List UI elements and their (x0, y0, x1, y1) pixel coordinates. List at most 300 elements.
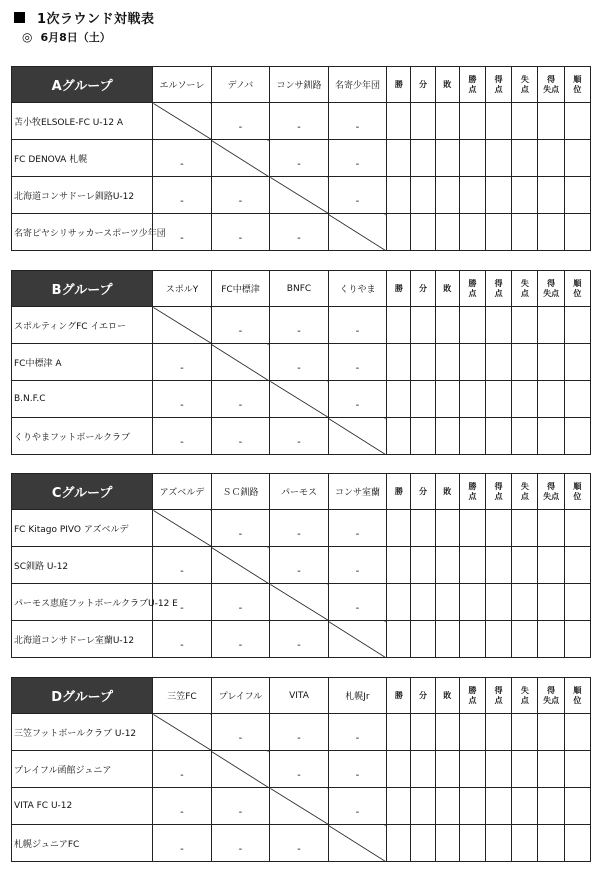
stat-cell (387, 751, 411, 788)
title-row (12, 8, 592, 26)
self-match-cell (153, 307, 212, 344)
date-row (22, 29, 592, 45)
opponent-column-header: 名寄少年団 (328, 67, 387, 103)
result-cell (211, 177, 270, 214)
stat-header-line: 位 (573, 695, 582, 705)
team-row (12, 584, 591, 621)
score-placeholder: - (238, 233, 243, 244)
stat-header-line: 勝 (394, 79, 403, 89)
result-cell (328, 381, 387, 418)
stat-header-line: 勝 (394, 690, 403, 700)
group-name: Cグループ (12, 474, 153, 510)
opponent-column-header: 札幌Jr (328, 678, 387, 714)
stat-column-header (459, 474, 485, 510)
stat-cell (486, 307, 512, 344)
stat-header-line: 得 (494, 278, 503, 288)
result-cell (270, 825, 329, 862)
stat-cell (459, 177, 485, 214)
stat-cell (564, 307, 590, 344)
stat-header-line: 順 (573, 481, 582, 491)
opponent-column-header: プレイフル (211, 678, 270, 714)
stat-cell (538, 418, 564, 455)
result-cell (270, 547, 329, 584)
opponent-column-header: くりやま (328, 271, 387, 307)
stat-cell (564, 418, 590, 455)
result-cell (211, 584, 270, 621)
stat-cell (512, 751, 538, 788)
stat-cell (435, 788, 459, 825)
stat-cell (512, 177, 538, 214)
stat-header-line: 位 (573, 288, 582, 298)
result-cell (153, 177, 212, 214)
self-match-cell (270, 788, 329, 825)
stat-header-line: 失点 (543, 84, 560, 94)
result-cell (328, 140, 387, 177)
result-cell (328, 510, 387, 547)
stat-header-line: 勝 (394, 283, 403, 293)
stat-cell (387, 418, 411, 455)
result-cell (211, 103, 270, 140)
result-cell (211, 381, 270, 418)
stat-cell (459, 547, 485, 584)
stat-header-line: 得 (494, 481, 503, 491)
stat-cell (435, 381, 459, 418)
stat-cell (459, 621, 485, 658)
stat-header-line: 敗 (443, 79, 452, 89)
stat-cell (486, 140, 512, 177)
stat-cell (435, 344, 459, 381)
result-cell (153, 140, 212, 177)
score-placeholder: - (355, 400, 360, 411)
stat-cell (435, 214, 459, 251)
stat-header-line: 失点 (543, 288, 560, 298)
result-cell (328, 751, 387, 788)
stat-cell (512, 103, 538, 140)
stat-cell (538, 510, 564, 547)
stat-cell (387, 547, 411, 584)
stat-cell (564, 214, 590, 251)
result-cell (153, 621, 212, 658)
self-match-cell (270, 584, 329, 621)
stat-column-header (564, 678, 590, 714)
stat-header-line: 点 (468, 288, 477, 298)
stat-cell (538, 825, 564, 862)
result-cell (153, 418, 212, 455)
stat-cell (411, 584, 435, 621)
stat-header-line: 得 (547, 278, 556, 288)
result-cell (328, 177, 387, 214)
score-placeholder: - (297, 437, 301, 448)
team-row (12, 381, 591, 418)
team-name: 北海道コンサドーレ釧路U-12 (12, 177, 153, 214)
stat-header-line: 点 (468, 695, 477, 705)
stat-cell (538, 177, 564, 214)
stat-cell (486, 825, 512, 862)
result-cell (211, 825, 270, 862)
stat-cell (564, 621, 590, 658)
score-placeholder: - (238, 122, 243, 133)
stat-cell (435, 825, 459, 862)
stat-column-header (387, 678, 411, 714)
score-placeholder: - (180, 159, 184, 170)
stat-cell (459, 344, 485, 381)
self-match-cell (153, 103, 212, 140)
stat-cell (387, 621, 411, 658)
stat-column-header (538, 474, 564, 510)
group-header-row (12, 67, 591, 103)
score-placeholder: - (297, 122, 301, 133)
stat-cell (538, 547, 564, 584)
stat-cell (564, 103, 590, 140)
stat-column-header (411, 678, 435, 714)
stat-cell (387, 510, 411, 547)
self-match-cell (211, 547, 270, 584)
stat-header-line: 勝 (468, 481, 477, 491)
score-placeholder: - (238, 437, 243, 448)
stat-cell (411, 621, 435, 658)
stat-header-line: 順 (573, 685, 582, 695)
stat-cell (512, 584, 538, 621)
result-cell (153, 788, 212, 825)
stat-cell (538, 214, 564, 251)
score-placeholder: - (238, 807, 243, 818)
stat-cell (411, 825, 435, 862)
score-placeholder: - (297, 363, 301, 374)
self-match-cell (328, 418, 387, 455)
stat-cell (411, 177, 435, 214)
stat-cell (411, 547, 435, 584)
result-cell (153, 381, 212, 418)
stat-cell (486, 103, 512, 140)
score-placeholder: - (180, 400, 184, 411)
stat-header-line: 失 (520, 685, 529, 695)
stat-cell (564, 381, 590, 418)
stat-cell (435, 103, 459, 140)
opponent-column-header: パーモス (270, 474, 329, 510)
result-cell (211, 788, 270, 825)
result-cell (328, 344, 387, 381)
opponent-column-header: ＳＣ釧路 (211, 474, 270, 510)
group-header-row (12, 271, 591, 307)
stat-cell (538, 584, 564, 621)
score-placeholder: - (180, 566, 184, 577)
stat-column-header (512, 271, 538, 307)
stat-cell (435, 584, 459, 621)
stat-column-header (459, 271, 485, 307)
stat-header-line: 点 (494, 288, 503, 298)
score-placeholder: - (355, 566, 360, 577)
score-placeholder: - (297, 733, 301, 744)
stat-cell (459, 825, 485, 862)
stat-cell (459, 510, 485, 547)
score-placeholder: - (238, 844, 243, 855)
stat-header-line: 勝 (394, 486, 403, 496)
stat-cell (435, 177, 459, 214)
self-match-cell (328, 214, 387, 251)
stat-header-line: 点 (468, 84, 477, 94)
stat-cell (459, 140, 485, 177)
stat-cell (411, 714, 435, 751)
result-cell (270, 751, 329, 788)
stat-cell (486, 714, 512, 751)
result-cell (328, 103, 387, 140)
stat-column-header (387, 271, 411, 307)
result-cell (270, 510, 329, 547)
group-name: Aグループ (12, 67, 153, 103)
stat-cell (387, 103, 411, 140)
stat-cell (538, 621, 564, 658)
stat-header-line: 失 (520, 74, 529, 84)
self-match-cell (153, 510, 212, 547)
score-placeholder: - (238, 400, 243, 411)
stat-header-line: 点 (520, 491, 529, 501)
result-cell (328, 714, 387, 751)
stat-cell (486, 344, 512, 381)
team-row (12, 547, 591, 584)
result-cell (270, 307, 329, 344)
stat-header-line: 勝 (468, 685, 477, 695)
score-placeholder: - (297, 566, 301, 577)
stat-cell (459, 751, 485, 788)
stat-cell (512, 714, 538, 751)
score-placeholder: - (180, 844, 184, 855)
stat-column-header (435, 271, 459, 307)
stat-header-line: 分 (419, 283, 428, 293)
stat-cell (486, 621, 512, 658)
stat-column-header (486, 67, 512, 103)
stat-header-line: 失点 (543, 491, 560, 501)
stat-cell (538, 307, 564, 344)
opponent-column-header: デノバ (211, 67, 270, 103)
result-cell (328, 547, 387, 584)
stat-header-line: 失点 (543, 695, 560, 705)
team-row (12, 103, 591, 140)
stat-column-header (459, 67, 485, 103)
stat-cell (411, 307, 435, 344)
stat-column-header (564, 271, 590, 307)
stat-cell (538, 788, 564, 825)
stat-cell (538, 344, 564, 381)
stat-cell (411, 214, 435, 251)
stat-header-line: 得 (547, 481, 556, 491)
opponent-column-header: VITA (270, 678, 329, 714)
team-name: 北海道コンサドーレ室蘭U-12 (12, 621, 153, 658)
stat-header-line: 分 (419, 690, 428, 700)
score-placeholder: - (297, 159, 301, 170)
result-cell (328, 788, 387, 825)
score-placeholder: - (297, 326, 301, 337)
team-row (12, 751, 591, 788)
stat-cell (459, 103, 485, 140)
team-name: SC釧路 U-12 (12, 547, 153, 584)
group-table (11, 66, 591, 251)
stat-cell (512, 214, 538, 251)
stat-cell (512, 510, 538, 547)
score-placeholder: - (355, 122, 360, 133)
stat-cell (387, 825, 411, 862)
stat-cell (387, 381, 411, 418)
group-table (11, 270, 591, 455)
stat-cell (512, 140, 538, 177)
score-placeholder: - (297, 233, 301, 244)
group-table (11, 473, 591, 658)
stat-cell (564, 547, 590, 584)
score-placeholder: - (355, 196, 360, 207)
stat-header-line: 位 (573, 84, 582, 94)
score-placeholder: - (297, 640, 301, 651)
stat-cell (387, 344, 411, 381)
score-placeholder: - (238, 733, 243, 744)
stat-header-line: 勝 (468, 74, 477, 84)
result-cell (153, 547, 212, 584)
result-cell (328, 584, 387, 621)
score-placeholder: - (355, 326, 360, 337)
stat-cell (411, 140, 435, 177)
team-name: くりやまフットボールクラブ (12, 418, 153, 455)
stat-cell (538, 751, 564, 788)
match-date: 6月8日（土） (40, 31, 111, 44)
stat-cell (538, 714, 564, 751)
result-cell (270, 214, 329, 251)
stat-cell (459, 714, 485, 751)
opponent-column-header: 三笠FC (153, 678, 212, 714)
result-cell (270, 714, 329, 751)
result-cell (211, 214, 270, 251)
stat-cell (486, 418, 512, 455)
team-row (12, 140, 591, 177)
stat-header-line: 敗 (443, 690, 452, 700)
stat-cell (411, 418, 435, 455)
stat-column-header (387, 67, 411, 103)
stat-cell (459, 788, 485, 825)
stat-cell (538, 381, 564, 418)
team-name: FC DENOVA 札幌 (12, 140, 153, 177)
team-name: パーモス恵庭フットボールクラブU-12 E (12, 584, 153, 621)
score-placeholder: - (297, 844, 301, 855)
result-cell (153, 584, 212, 621)
result-cell (211, 714, 270, 751)
result-cell (211, 418, 270, 455)
stat-cell (538, 103, 564, 140)
stat-column-header (538, 678, 564, 714)
stat-cell (387, 140, 411, 177)
stat-cell (512, 381, 538, 418)
stat-cell (435, 307, 459, 344)
team-row (12, 510, 591, 547)
stat-header-line: 点 (494, 695, 503, 705)
group-header-row (12, 474, 591, 510)
stat-cell (486, 788, 512, 825)
stat-header-line: 敗 (443, 283, 452, 293)
stat-cell (486, 381, 512, 418)
stat-cell (435, 714, 459, 751)
stat-cell (411, 788, 435, 825)
stat-cell (435, 140, 459, 177)
stat-cell (564, 714, 590, 751)
stat-cell (459, 214, 485, 251)
stat-cell (411, 103, 435, 140)
stat-header-line: 得 (494, 74, 503, 84)
score-placeholder: - (180, 437, 184, 448)
team-name: 三笠フットボールクラブ U-12 (12, 714, 153, 751)
team-row (12, 177, 591, 214)
result-cell (270, 418, 329, 455)
self-match-cell (328, 621, 387, 658)
opponent-column-header: BNFC (270, 271, 329, 307)
stat-cell (486, 584, 512, 621)
self-match-cell (153, 714, 212, 751)
stat-column-header (538, 271, 564, 307)
result-cell (153, 825, 212, 862)
stat-cell (387, 788, 411, 825)
team-name: 名寄ピヤシリサッカースポーツ少年団 (12, 214, 153, 251)
stat-cell (564, 751, 590, 788)
stat-cell (538, 140, 564, 177)
stat-column-header (538, 67, 564, 103)
stat-cell (512, 418, 538, 455)
score-placeholder: - (180, 196, 184, 207)
team-name: FC中標津 A (12, 344, 153, 381)
stat-cell (512, 788, 538, 825)
team-name: スポルティングFC イエロー (12, 307, 153, 344)
score-placeholder: - (355, 807, 360, 818)
self-match-cell (270, 381, 329, 418)
group-name: Dグループ (12, 678, 153, 714)
stat-cell (411, 344, 435, 381)
stat-cell (459, 418, 485, 455)
stat-cell (459, 307, 485, 344)
result-cell (153, 751, 212, 788)
score-placeholder: - (355, 770, 360, 781)
stat-column-header (411, 474, 435, 510)
stat-header-line: 失 (520, 278, 529, 288)
score-placeholder: - (180, 603, 184, 614)
team-row (12, 307, 591, 344)
score-placeholder: - (297, 529, 301, 540)
stat-cell (564, 140, 590, 177)
result-cell (328, 307, 387, 344)
square-bullet-icon (14, 12, 25, 23)
team-row (12, 344, 591, 381)
stat-cell (512, 344, 538, 381)
team-name: B.N.F.C (12, 381, 153, 418)
opponent-column-header: FC中標津 (211, 271, 270, 307)
group-table (11, 677, 591, 862)
team-row (12, 788, 591, 825)
self-match-cell (211, 344, 270, 381)
self-match-cell (328, 825, 387, 862)
score-placeholder: - (355, 363, 360, 374)
score-placeholder: - (238, 603, 243, 614)
stat-column-header (411, 271, 435, 307)
team-row (12, 825, 591, 862)
group-header-row (12, 678, 591, 714)
stat-cell (512, 621, 538, 658)
score-placeholder: - (238, 326, 243, 337)
opponent-column-header: スポルY (153, 271, 212, 307)
group-name: Bグループ (12, 271, 153, 307)
score-placeholder: - (180, 640, 184, 651)
stat-column-header (512, 67, 538, 103)
team-name: FC Kitago PIVO アズベルデ (12, 510, 153, 547)
opponent-column-header: アズベルデ (153, 474, 212, 510)
stat-cell (411, 751, 435, 788)
stat-header-line: 点 (520, 695, 529, 705)
result-cell (153, 344, 212, 381)
self-match-cell (211, 140, 270, 177)
stat-column-header (411, 67, 435, 103)
stat-cell (435, 510, 459, 547)
